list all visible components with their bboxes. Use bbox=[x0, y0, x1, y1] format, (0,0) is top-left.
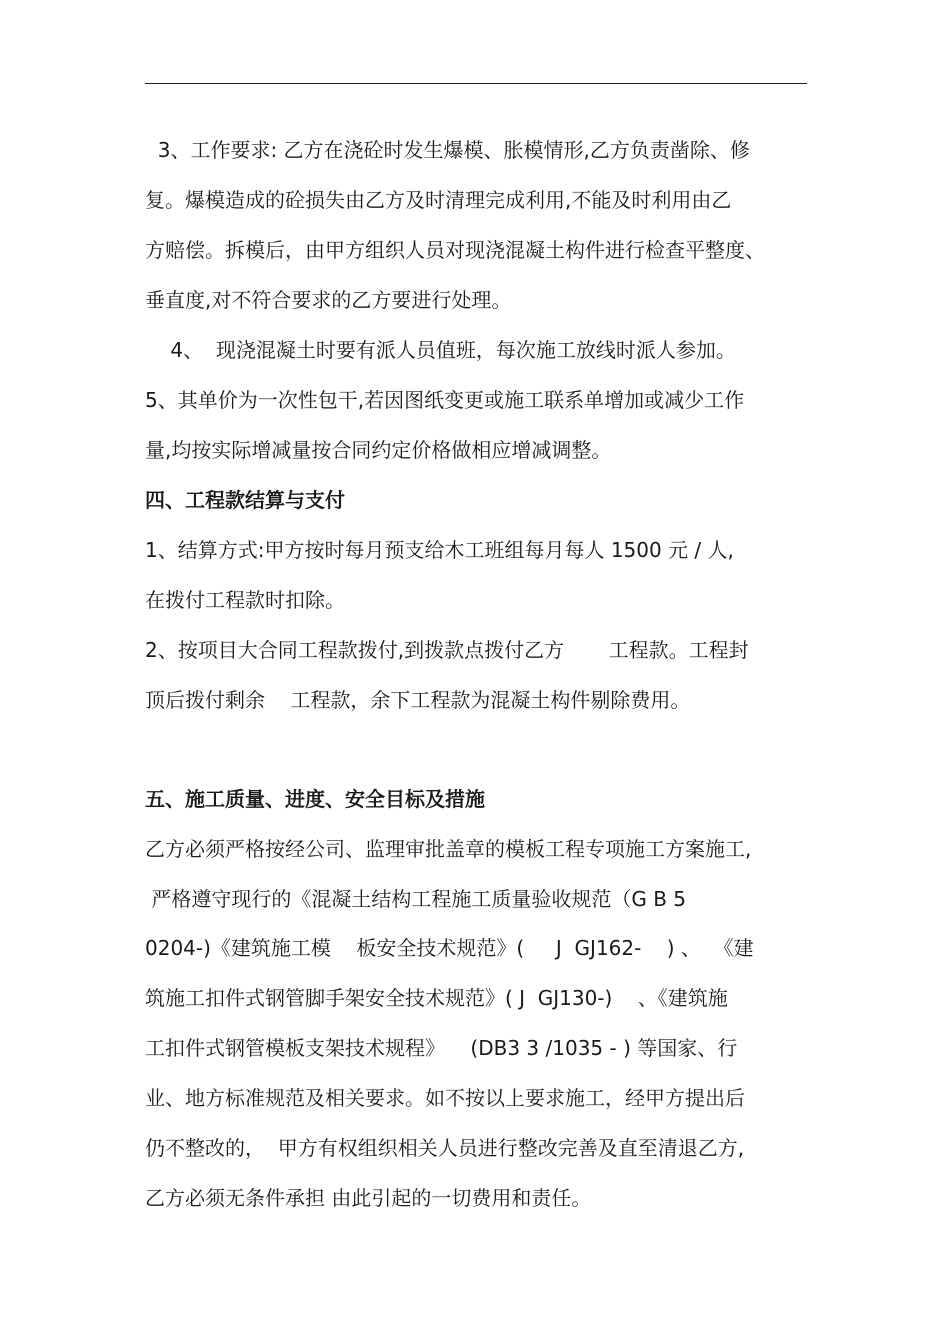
header-rule bbox=[145, 83, 807, 84]
section-5-line-1: 乙方必须严格按经公司、监理审批盖章的模板工程专项施工方案施工, bbox=[145, 837, 752, 861]
section-5-line-8: 乙方必须无条件承担 由此引起的一切费用和责任。 bbox=[145, 1186, 592, 1210]
item-5-line-1: 5、其单价为一次性包干,若因图纸变更或施工联系单增加或减少工作 bbox=[145, 388, 745, 412]
item-5-line-2: 量,均按实际增减量按合同约定价格做相应增减调整。 bbox=[145, 438, 612, 462]
section-5-line-7: 仍不整改的， 甲方有权组织相关人员进行整改完善及直至清退乙方, bbox=[145, 1136, 745, 1160]
section-5-line-6: 业、地方标准规范及相关要求。如不按以上要求施工，经甲方提出后 bbox=[145, 1086, 745, 1110]
section-4-item-2-line-1: 2、按项目大合同工程款拨付,到拨款点拨付乙方 工程款。工程封 bbox=[145, 638, 749, 662]
item-3-line-1: 3、工作要求: 乙方在浇砼时发生爆模、胀模情形,乙方负责凿除、修 bbox=[145, 138, 750, 162]
section-4-item-1-line-2: 在拨付工程款时扣除。 bbox=[145, 588, 345, 612]
item-4-line: 4、 现浇混凝土时要有派人员值班，每次施工放线时派人参加。 bbox=[145, 338, 736, 362]
item-3-line-4: 垂直度,对不符合要求的乙方要进行处理。 bbox=[145, 288, 512, 312]
section-4-item-2-line-2: 顶后拨付剩余 工程款，余下工程款为混凝土构件剔除费用。 bbox=[145, 688, 691, 712]
section-5-heading: 五、施工质量、进度、安全目标及措施 bbox=[145, 787, 485, 811]
section-5-line-4: 筑施工扣件式钢管脚手架安全技术规范》( J GJ130-) 、《建筑施 bbox=[145, 986, 728, 1010]
section-5-line-5: 工扣件式钢管模板支架技术规程》 (DB3 3 /1035 - ) 等国家、行 bbox=[145, 1036, 738, 1060]
section-5-line-3: 0204-)《建筑施工模 板安全技术规范》( J GJ162- ) 、 《建 bbox=[145, 936, 754, 960]
section-4-item-1-line-1: 1、结算方式:甲方按时每月预支给木工班组每月每人 1500 元 / 人, bbox=[145, 538, 734, 562]
section-4-heading: 四、工程款结算与支付 bbox=[145, 488, 345, 512]
item-3-line-3: 方赔偿。拆模后，由甲方组织人员对现浇混凝土构件进行检查平整度、 bbox=[145, 238, 765, 262]
section-5-line-2: 严格遵守现行的《混凝土结构工程施工质量验收规范（G B 5 bbox=[145, 887, 687, 911]
item-3-line-2: 复。爆模造成的砼损失由乙方及时清理完成利用,不能及时利用由乙 bbox=[145, 188, 732, 212]
